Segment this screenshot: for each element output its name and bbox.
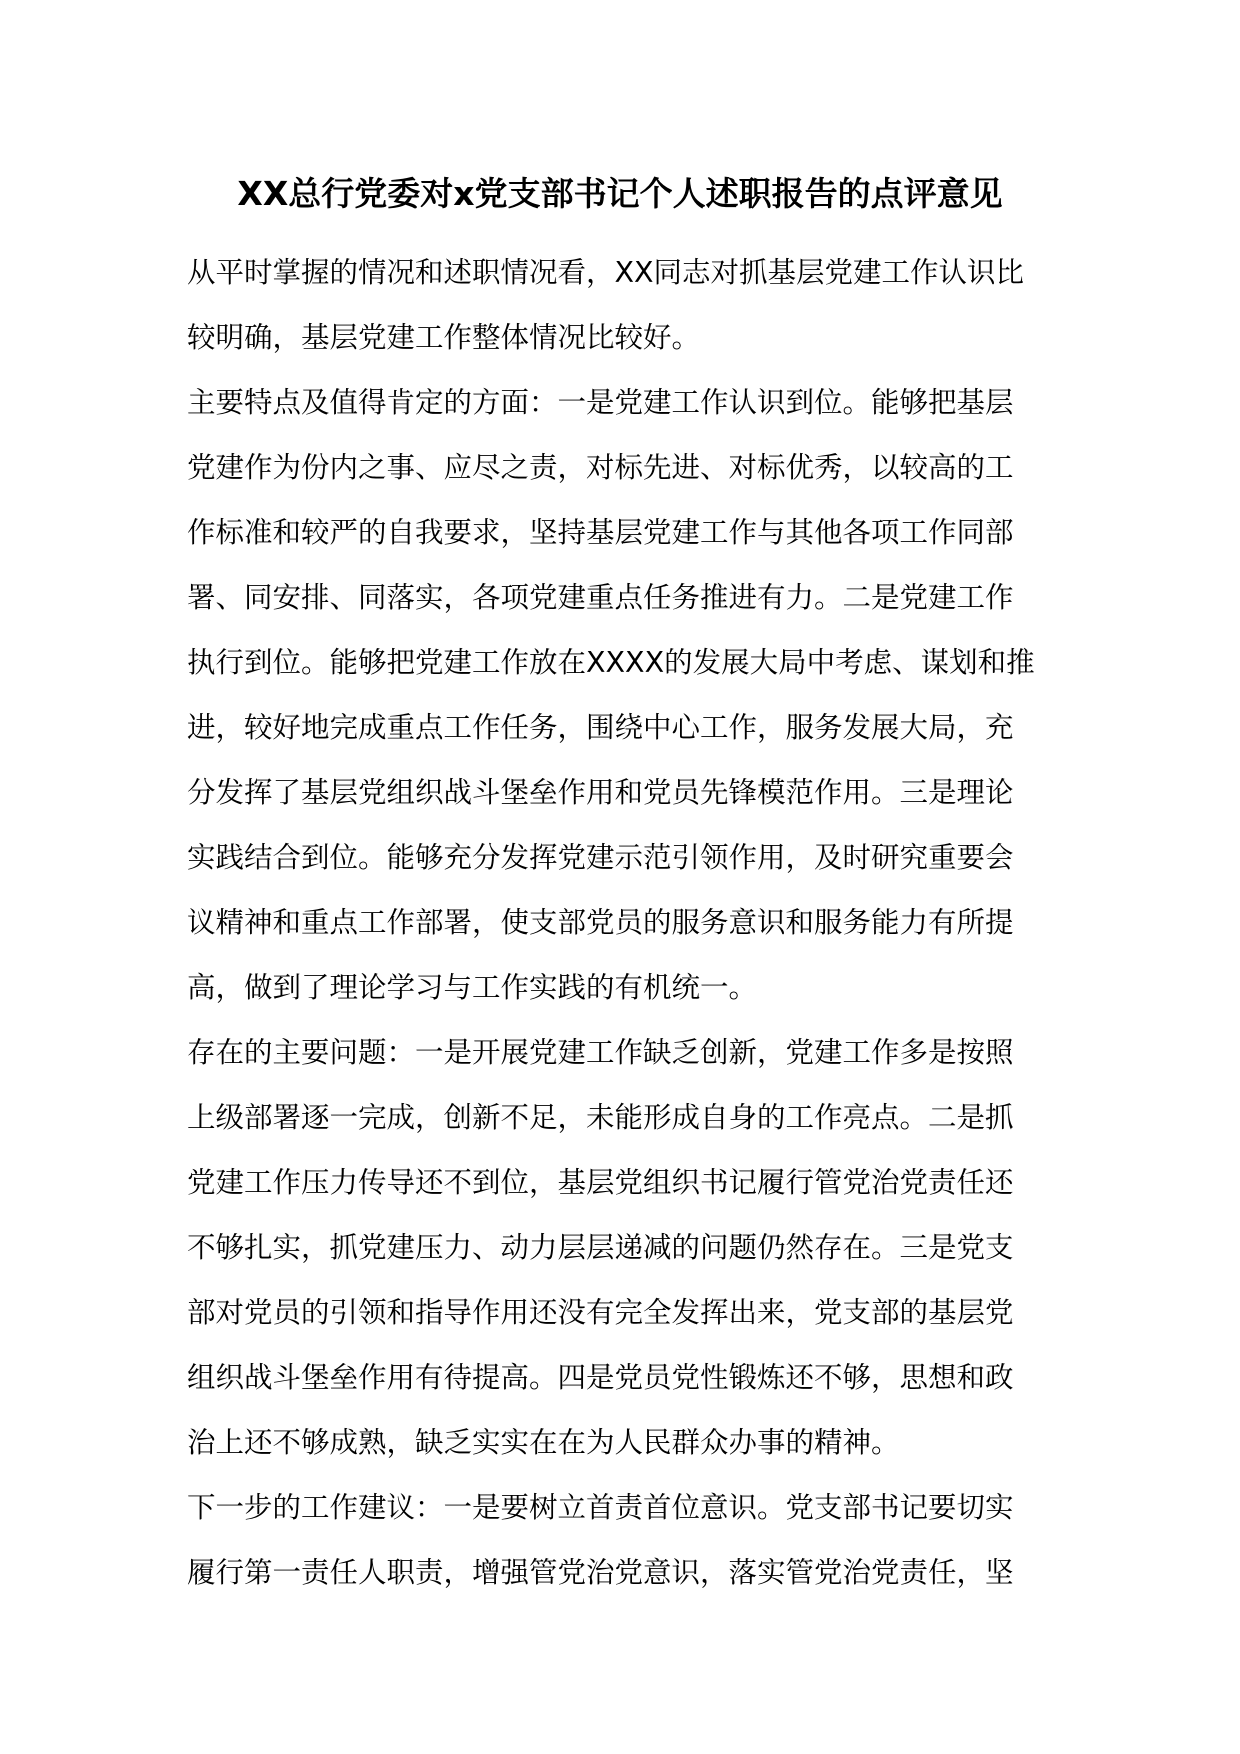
text-line: 下一步的工作建议：一是要树立首责首位意识。党支部书记要切实 — [187, 1491, 1014, 1524]
document-title: XX总行党委对x党支部书记个人述职报告的点评意见 — [237, 174, 1003, 213]
text-line: 主要特点及值得肯定的方面：一是党建工作认识到位。能够把基层 — [187, 386, 1014, 419]
paragraph-3 — [187, 1020, 1067, 1475]
text-line: 作标准和较严的自我要求，坚持基层党建工作与其他各项工作同部 — [187, 516, 1014, 549]
text-line: 不够扎实，抓党建压力、动力层层递减的问题仍然存在。三是党支 — [187, 1231, 1014, 1264]
text-line: 组织战斗堡垒作用有待提高。四是党员党性锻炼还不够，思想和政 — [187, 1361, 1014, 1394]
text-line: 履行第一责任人职责，增强管党治党意识，落实管党治党责任，坚 — [187, 1556, 1014, 1589]
text-line: 党建工作压力传导还不到位，基层党组织书记履行管党治党责任还 — [187, 1166, 1014, 1199]
text-line: 存在的主要问题：一是开展党建工作缺乏创新，党建工作多是按照 — [187, 1036, 1014, 1069]
text-line: 党建作为份内之事、应尽之责，对标先进、对标优秀，以较高的工 — [187, 451, 1014, 484]
paragraph-2 — [187, 370, 1067, 1020]
text-line: 治上还不够成熟，缺乏实实在在为人民群众办事的精神。 — [187, 1426, 900, 1459]
text-line: 分发挥了基层党组织战斗堡垒作用和党员先锋模范作用。三是理论 — [187, 776, 1014, 809]
text-line: 部对党员的引领和指导作用还没有完全发挥出来，党支部的基层党 — [187, 1296, 1014, 1329]
text-line: 上级部署逐一完成，创新不足，未能形成自身的工作亮点。二是抓 — [187, 1101, 1014, 1134]
text-line: 从平时掌握的情况和述职情况看，XX同志对抓基层党建工作认识比 — [187, 256, 1025, 289]
paragraph-4 — [187, 1475, 1067, 1605]
text-line: 进，较好地完成重点工作任务，围绕中心工作，服务发展大局，充 — [187, 711, 1014, 744]
text-line: 较明确，基层党建工作整体情况比较好。 — [187, 321, 701, 354]
text-line: 执行到位。能够把党建工作放在XXXX的发展大局中考虑、谋划和推 — [187, 646, 1035, 679]
text-line: 议精神和重点工作部署，使支部党员的服务意识和服务能力有所提 — [187, 906, 1014, 939]
text-line: 实践结合到位。能够充分发挥党建示范引领作用，及时研究重要会 — [187, 841, 1014, 874]
document-body — [187, 240, 1067, 1605]
paragraph-1 — [187, 240, 1067, 370]
text-line: 高，做到了理论学习与工作实践的有机统一。 — [187, 971, 758, 1004]
text-line: 署、同安排、同落实，各项党建重点任务推进有力。二是党建工作 — [187, 581, 1014, 614]
